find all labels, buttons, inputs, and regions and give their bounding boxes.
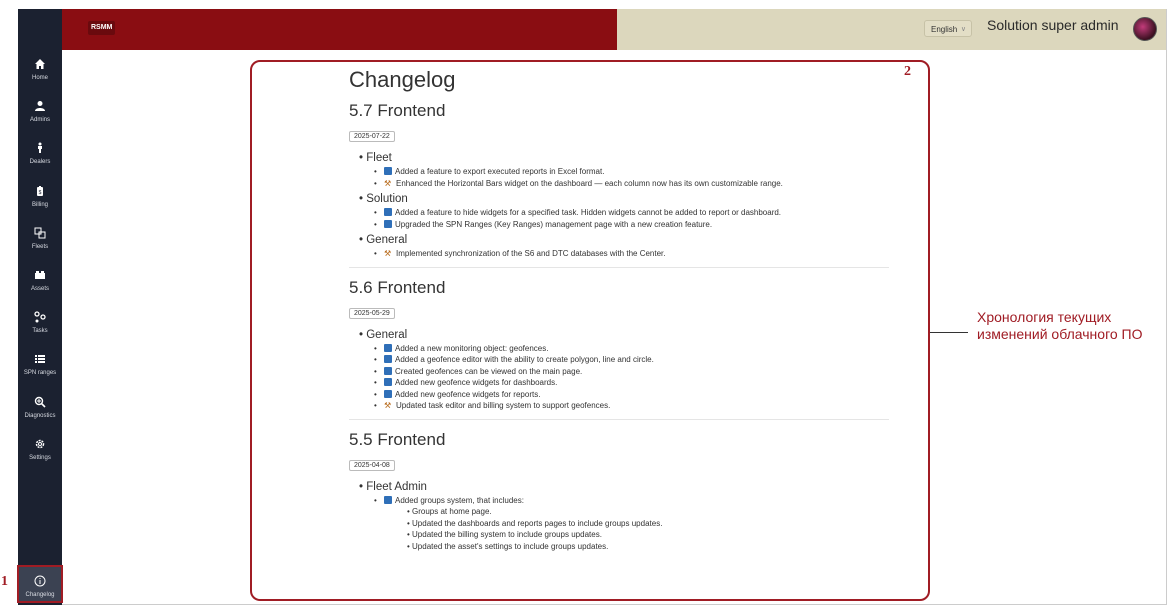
list-item: [374, 219, 891, 231]
version-title: 5.7 Frontend: [349, 101, 446, 120]
change-text: Implemented synchronization of the S6 and DTC databases with the Center.: [396, 249, 666, 258]
new-feature-icon: [384, 496, 392, 504]
new-feature-icon: [384, 367, 392, 375]
tools-icon: ⚒: [384, 249, 392, 258]
sidebar-item-admins[interactable]: [18, 99, 62, 139]
sidebar-item-home[interactable]: [18, 57, 62, 97]
list-item: [374, 377, 891, 389]
tasks-icon: [18, 310, 62, 326]
sidebar-item-label: Billing: [31, 202, 48, 208]
list-item: [374, 495, 891, 507]
change-text: Added new geofence widgets for reports.: [395, 389, 541, 399]
sidebar-item-dealers[interactable]: [18, 141, 62, 181]
sidebar-item-billing[interactable]: [18, 184, 62, 224]
logo[interactable]: RSMM: [88, 21, 115, 35]
list-item: [374, 354, 891, 366]
list-item: [374, 166, 891, 178]
chevron-down-icon: ∨: [960, 26, 966, 33]
sidebar-item-label: Changelog: [25, 592, 55, 598]
language-value: English: [931, 25, 958, 34]
change-text: Added new geofence widgets for dashboards.: [395, 378, 558, 387]
changelog-content: [349, 62, 891, 552]
list-item: [374, 248, 891, 260]
diagnostics-icon: [18, 395, 62, 411]
sidebar-item-changelog[interactable]: [19, 567, 61, 601]
user-name[interactable]: Solution super admin: [987, 17, 1119, 33]
bullet: •: [374, 366, 377, 376]
change-text: Added a feature to hide widgets for a specified task. Hidden widgets cannot be added to report or dashboard.: [395, 208, 782, 217]
tools-icon: ⚒: [384, 178, 392, 188]
change-text: Added a feature to export executed reports in Excel format.: [395, 167, 605, 176]
sidebar-item-diagnostics[interactable]: [18, 395, 62, 435]
list-item: [374, 207, 891, 219]
changelog-frame: [250, 60, 930, 601]
assets-icon: [18, 268, 62, 284]
bullet: •: [374, 495, 377, 505]
sidebar-item-settings[interactable]: [18, 437, 62, 477]
change-list: [349, 166, 891, 189]
bullet: •: [374, 167, 377, 176]
sidebar-item-spn-ranges[interactable]: [18, 352, 62, 392]
new-feature-icon: [384, 378, 392, 386]
sidebar-item-tasks[interactable]: [18, 310, 62, 350]
change-text: Added a new monitoring object: geofences.: [395, 343, 549, 353]
new-feature-icon: [384, 355, 392, 363]
person-icon: [18, 99, 62, 115]
svg-text:$: $: [38, 190, 42, 196]
annotation-line: [930, 332, 968, 333]
divider: [62, 604, 1166, 605]
new-feature-icon: [384, 167, 392, 175]
bullet: •: [374, 389, 377, 399]
list-item: • Updated the dashboards and reports pages to include groups updates.: [407, 518, 663, 528]
version-date-badge: 2025-04-08: [349, 460, 395, 471]
change-list: [349, 343, 891, 412]
section-title: • Fleet: [359, 152, 891, 164]
version-date-badge: 2025-07-22: [349, 131, 395, 142]
billing-icon: [18, 184, 62, 200]
sidebar-item-label: Tasks: [32, 328, 48, 334]
sidebar-item-label: SPN ranges: [23, 370, 57, 376]
change-text: Enhanced the Horizontal Bars widget on the dashboard — each column now has its own customizable range.: [396, 178, 783, 188]
sidebar-item-fleets[interactable]: [18, 226, 62, 266]
new-feature-icon: [384, 390, 392, 398]
divider: [1166, 9, 1167, 605]
sidebar-item-label: Diagnostics: [24, 413, 56, 419]
tools-icon: ⚒: [384, 401, 392, 410]
divider: [349, 419, 889, 420]
bullet: •: [374, 343, 377, 353]
list-item: [374, 178, 891, 190]
new-feature-icon: [384, 220, 392, 228]
sub-list: [384, 506, 891, 552]
sidebar-item-label: Settings: [29, 455, 51, 461]
bullet: •: [374, 249, 377, 258]
sidebar-item-label: Assets: [30, 286, 49, 292]
list-item: [374, 343, 891, 355]
bullet: •: [374, 401, 377, 410]
version-title: 5.5 Frontend: [349, 429, 446, 449]
page-title: Changelog: [349, 67, 456, 92]
language-select[interactable]: [924, 20, 972, 37]
gear-icon: [18, 437, 62, 453]
list-item: [374, 389, 891, 401]
bullet: •: [374, 355, 377, 364]
fleets-icon: [18, 226, 62, 242]
new-feature-icon: [384, 208, 392, 216]
section-title: • Solution: [359, 193, 891, 205]
home-icon: [18, 57, 62, 73]
version-title: 5.6 Frontend: [349, 277, 446, 297]
list-icon: [18, 352, 62, 368]
header-bar: [62, 9, 617, 50]
sidebar-item-label: Home: [31, 75, 48, 81]
bullet: •: [374, 378, 377, 387]
version-date-badge: 2025-05-29: [349, 308, 395, 319]
list-item: • Updated the billing system to include groups updates.: [407, 530, 602, 539]
sidebar-item-assets[interactable]: [18, 268, 62, 308]
info-icon: [19, 574, 61, 590]
bullet: •: [374, 208, 377, 217]
annotation-marker-2: 2: [904, 64, 911, 79]
change-list: [349, 248, 891, 260]
list-item: • Updated the asset's settings to include groups updates.: [407, 541, 609, 551]
new-feature-icon: [384, 344, 392, 352]
annotation-caption: Хронология текущих изменений облачного ПО: [977, 309, 1143, 342]
dealer-icon: [18, 141, 62, 157]
change-text: Updated task editor and billing system to support geofences.: [396, 401, 611, 410]
list-item: • Groups at home page.: [407, 507, 492, 516]
avatar[interactable]: [1133, 17, 1157, 41]
change-text: Created geofences can be viewed on the main page.: [395, 366, 583, 376]
change-list: [349, 207, 891, 230]
list-item: [374, 366, 891, 378]
change-list: [349, 495, 891, 553]
change-text: Added a geofence editor with the ability to create polygon, line and circle.: [395, 355, 654, 364]
section-title: • General: [359, 234, 891, 246]
change-text: Added groups system, that includes:: [395, 495, 524, 505]
sidebar-item-label: Admins: [29, 117, 50, 123]
sidebar-item-label: Dealers: [29, 159, 51, 165]
divider: [349, 267, 889, 268]
section-title: • Fleet Admin: [359, 481, 891, 493]
bullet: •: [374, 219, 377, 229]
bullet: •: [374, 178, 377, 188]
change-text: Upgraded the SPN Ranges (Key Ranges) management page with a new creation feature.: [395, 219, 713, 229]
sidebar-item-label: Fleets: [31, 244, 49, 250]
section-title: • General: [359, 329, 891, 341]
list-item: [374, 400, 891, 412]
annotation-marker-1: 1: [1, 574, 8, 589]
